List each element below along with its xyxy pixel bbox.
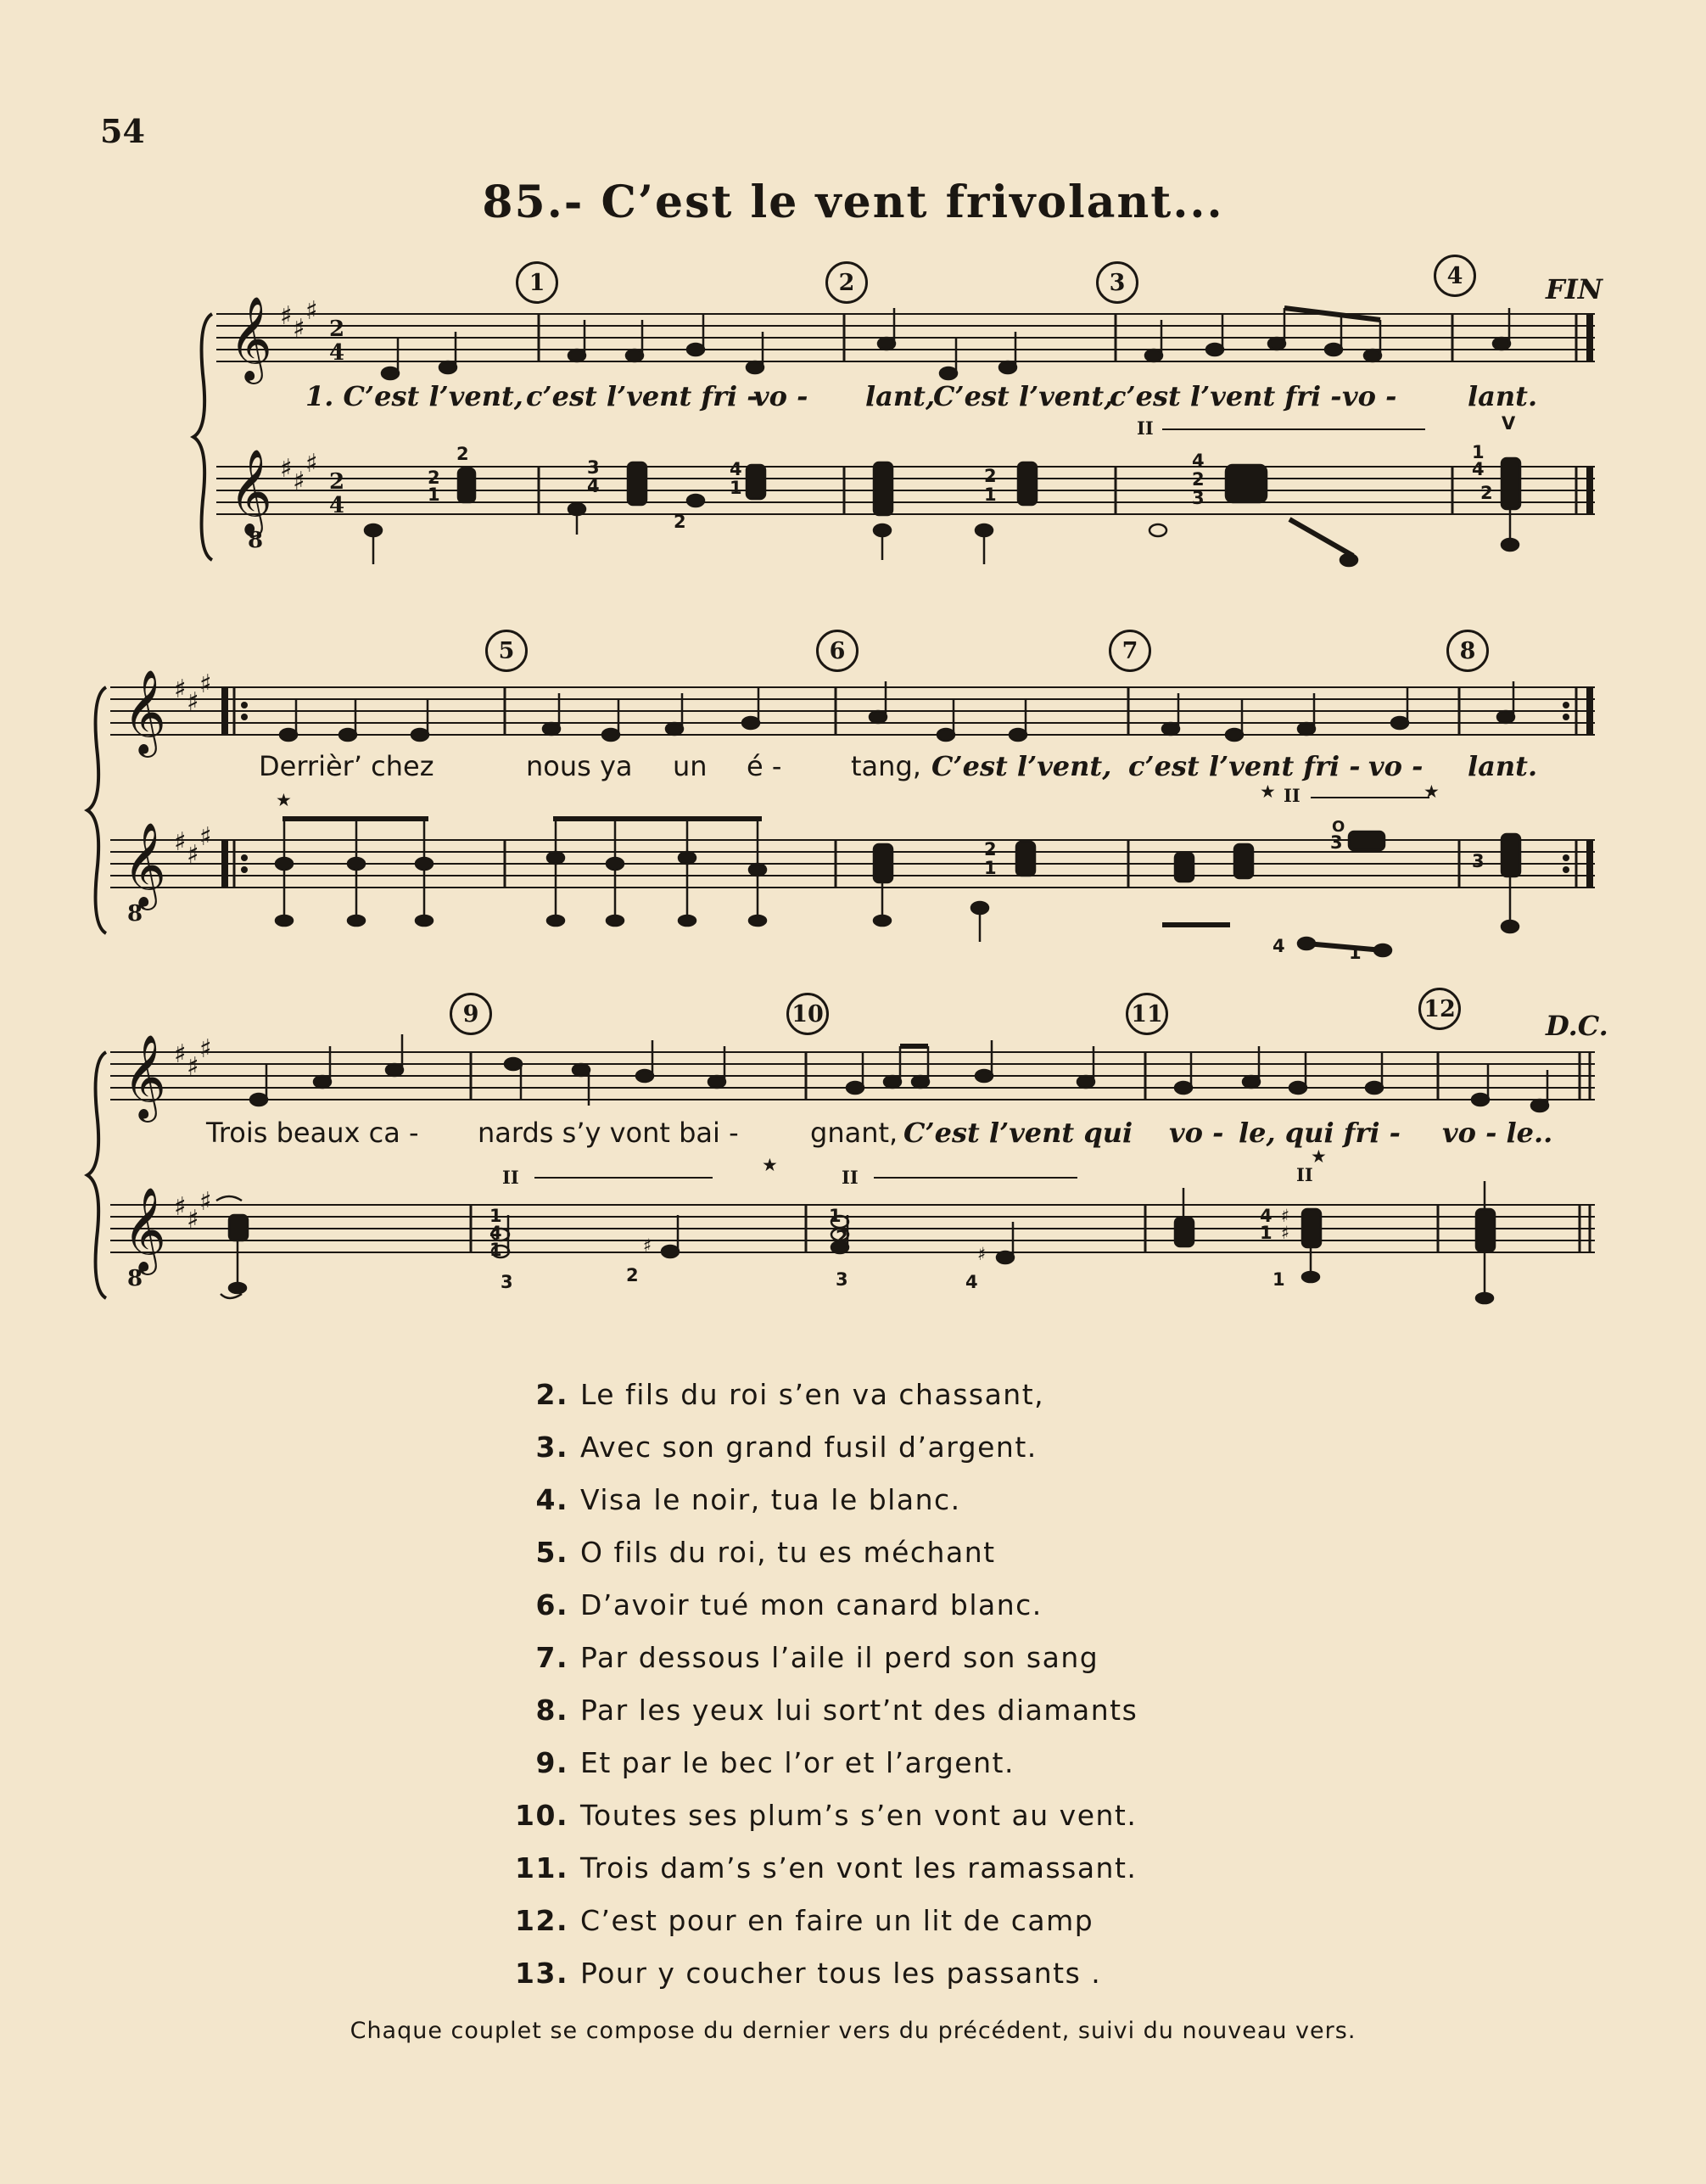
svg-text:1: 1	[1260, 1223, 1273, 1243]
verse-line: 7. Par dessous l’aile il perd son sang	[535, 1641, 1099, 1674]
svg-text:♯: ♯	[1281, 1206, 1290, 1226]
svg-text:★: ★	[1424, 781, 1440, 802]
svg-text:3: 3	[1330, 832, 1343, 853]
svg-text:★: ★	[1311, 1146, 1327, 1167]
svg-text:1: 1	[1273, 1269, 1285, 1290]
verse-line: 8. Par les yeux lui sort’nt des diamants	[535, 1694, 1138, 1727]
svg-text:♯: ♯	[174, 675, 187, 704]
svg-text:4: 4	[965, 1272, 978, 1292]
svg-text:𝄞: 𝄞	[123, 1034, 166, 1119]
svg-text:2: 2	[836, 1227, 848, 1247]
staff-graphics-2	[0, 628, 1706, 967]
lyric: lant.	[1468, 380, 1538, 412]
verse-line: 6. D’avoir tué mon canard blanc.	[535, 1588, 1043, 1621]
svg-text:II: II	[1284, 785, 1300, 806]
svg-text:4: 4	[489, 1223, 502, 1243]
svg-text:♯: ♯	[1281, 1223, 1290, 1243]
lyric: vo -	[1169, 1117, 1224, 1149]
svg-text:♯: ♯	[174, 827, 187, 857]
svg-text:II: II	[1296, 1164, 1313, 1185]
svg-text:♯: ♯	[199, 669, 212, 699]
svg-text:V: V	[1502, 413, 1516, 434]
song-title: 85.- C’est le vent frivolant...	[482, 176, 1224, 228]
svg-text:♯: ♯	[187, 840, 199, 870]
svg-text:♯: ♯	[199, 822, 212, 852]
svg-text:II: II	[842, 1167, 859, 1188]
svg-text:♯: ♯	[174, 1039, 187, 1069]
lyric: c’est l’vent fri -	[1110, 380, 1342, 412]
svg-text:3: 3	[501, 1272, 513, 1292]
music-system-2	[0, 628, 1706, 967]
svg-text:2: 2	[329, 469, 345, 495]
svg-text:1: 1	[984, 484, 997, 505]
svg-text:2: 2	[1192, 469, 1205, 490]
verse-line: 4. Visa le noir, tua le blanc.	[535, 1483, 961, 1516]
svg-text:𝄞: 𝄞	[229, 449, 272, 534]
verse-line: 9. Et par le bec l’or et l’argent.	[535, 1746, 1015, 1779]
svg-text:8: 8	[127, 1266, 143, 1291]
svg-text:2: 2	[428, 468, 440, 488]
verse-line: 13. Pour y coucher tous les passants .	[515, 1957, 1102, 1990]
lyric: c’est l’vent fri -	[1128, 750, 1361, 782]
lyric: tang,	[851, 750, 921, 782]
svg-text:4: 4	[329, 340, 345, 366]
music-system-3	[0, 993, 1706, 1332]
measure-number-7: 7	[1109, 630, 1151, 672]
svg-text:♯: ♯	[293, 314, 305, 344]
dc-marker: D.C.	[1546, 1010, 1608, 1042]
svg-text:II: II	[1137, 417, 1154, 439]
svg-text:8: 8	[127, 901, 143, 927]
lyric: é -	[747, 750, 782, 782]
svg-text:3: 3	[587, 457, 600, 478]
measure-number-11: 11	[1126, 993, 1168, 1035]
svg-text:8: 8	[248, 528, 264, 553]
lyric: vo -	[753, 380, 808, 412]
svg-text:2: 2	[329, 316, 345, 342]
lyric: lant.	[1468, 750, 1538, 782]
svg-text:1: 1	[984, 858, 997, 878]
lyric: Derrièr’ chez	[259, 750, 434, 782]
svg-text:O: O	[1332, 818, 1345, 836]
measure-number-3: 3	[1096, 261, 1138, 304]
svg-text:♯: ♯	[199, 1034, 212, 1064]
svg-text:1: 1	[730, 478, 742, 498]
svg-text:𝄞: 𝄞	[123, 822, 166, 907]
svg-text:4: 4	[1260, 1206, 1273, 1226]
svg-text:♯: ♯	[293, 467, 305, 496]
verse-line: 5. O fils du roi, tu es méchant	[535, 1536, 996, 1569]
svg-text:♯: ♯	[187, 1205, 199, 1235]
svg-text:𝄞: 𝄞	[123, 1187, 166, 1272]
svg-text:4: 4	[730, 459, 742, 479]
svg-text:♯: ♯	[174, 1192, 187, 1222]
music-system-1	[0, 255, 1706, 594]
svg-text:♯: ♯	[199, 1187, 212, 1217]
svg-text:4: 4	[1192, 451, 1205, 471]
fin-marker: FIN	[1546, 273, 1603, 305]
svg-text:𝄞: 𝄞	[229, 296, 272, 381]
svg-text:♯: ♯	[187, 687, 199, 717]
lyric: C’est l’vent,	[933, 380, 1114, 412]
svg-text:★: ★	[1260, 781, 1276, 802]
svg-text:II: II	[502, 1167, 519, 1188]
svg-text:3: 3	[1192, 488, 1205, 508]
lyric: un	[673, 750, 708, 782]
lyric: le, qui fri -	[1239, 1117, 1401, 1149]
svg-text:♯: ♯	[280, 301, 293, 331]
verse-line: 2. Le fils du roi s’en va chassant,	[535, 1378, 1045, 1411]
svg-text:𝄞: 𝄞	[123, 669, 166, 754]
lyric: c’est l’vent fri -	[526, 380, 758, 412]
svg-text:♯: ♯	[187, 1052, 199, 1082]
svg-text:2: 2	[456, 444, 469, 464]
svg-text:4: 4	[329, 493, 345, 518]
lyric: vo - le..	[1442, 1117, 1553, 1149]
svg-text:★: ★	[276, 790, 292, 810]
measure-number-1: 1	[516, 261, 558, 304]
measure-number-12: 12	[1418, 988, 1461, 1030]
svg-text:1: 1	[1472, 442, 1485, 462]
lyric: vo -	[1368, 750, 1424, 782]
measure-number-5: 5	[485, 630, 528, 672]
svg-text:4: 4	[1472, 459, 1485, 479]
verse-line: 11. Trois dam’s s’en vont les ramassant.	[515, 1851, 1138, 1884]
measure-number-9: 9	[450, 993, 492, 1035]
svg-text:3: 3	[836, 1269, 848, 1290]
svg-text:4: 4	[587, 476, 600, 496]
page-number: 54	[100, 112, 145, 150]
lyric: C’est l’vent qui	[903, 1117, 1133, 1149]
footnote: Chaque couplet se compose du dernier vers du précédent, suivi du nouveau vers.	[350, 2018, 1356, 2044]
svg-text:1: 1	[489, 1206, 502, 1226]
svg-text:4: 4	[1273, 936, 1285, 956]
svg-text:2: 2	[674, 512, 686, 532]
svg-text:3: 3	[1472, 851, 1485, 871]
lyric: gnant,	[810, 1117, 898, 1149]
svg-text:1: 1	[489, 1240, 502, 1260]
measure-number-8: 8	[1446, 630, 1489, 672]
svg-text:♯: ♯	[280, 454, 293, 484]
lyric: lant,	[865, 380, 936, 412]
svg-text:2: 2	[984, 839, 997, 860]
verse-line: 10. Toutes ses plum’s s’en vont au vent.	[515, 1799, 1138, 1832]
svg-text:♯: ♯	[977, 1244, 987, 1264]
lyric: nous ya	[526, 750, 633, 782]
lyric: vo -	[1342, 380, 1397, 412]
svg-text:2: 2	[984, 466, 997, 486]
lyric: 1. C’est l’vent,	[305, 380, 523, 412]
staff-graphics-3	[0, 993, 1706, 1332]
measure-number-6: 6	[816, 630, 859, 672]
svg-text:♯: ♯	[305, 296, 318, 326]
measure-number-4: 4	[1434, 255, 1476, 297]
svg-text:2: 2	[1480, 483, 1493, 503]
svg-text:1: 1	[829, 1206, 842, 1226]
lyric: nards s’y vont bai -	[478, 1117, 739, 1149]
svg-text:♯: ♯	[643, 1235, 652, 1256]
verse-line: 12. C’est pour en faire un lit de camp	[515, 1904, 1094, 1937]
lyric: C’est l’vent,	[931, 750, 1112, 782]
verse-line: 3. Avec son grand fusil d’argent.	[535, 1431, 1038, 1464]
svg-text:1: 1	[1349, 943, 1362, 963]
staff-graphics-1	[0, 255, 1706, 594]
svg-text:★: ★	[762, 1155, 778, 1175]
lyric: Trois beaux ca -	[206, 1117, 419, 1149]
svg-text:♯: ♯	[305, 449, 318, 479]
measure-number-2: 2	[825, 261, 868, 304]
svg-text:2: 2	[626, 1265, 639, 1285]
measure-number-10: 10	[786, 993, 829, 1035]
svg-text:1: 1	[428, 484, 440, 505]
